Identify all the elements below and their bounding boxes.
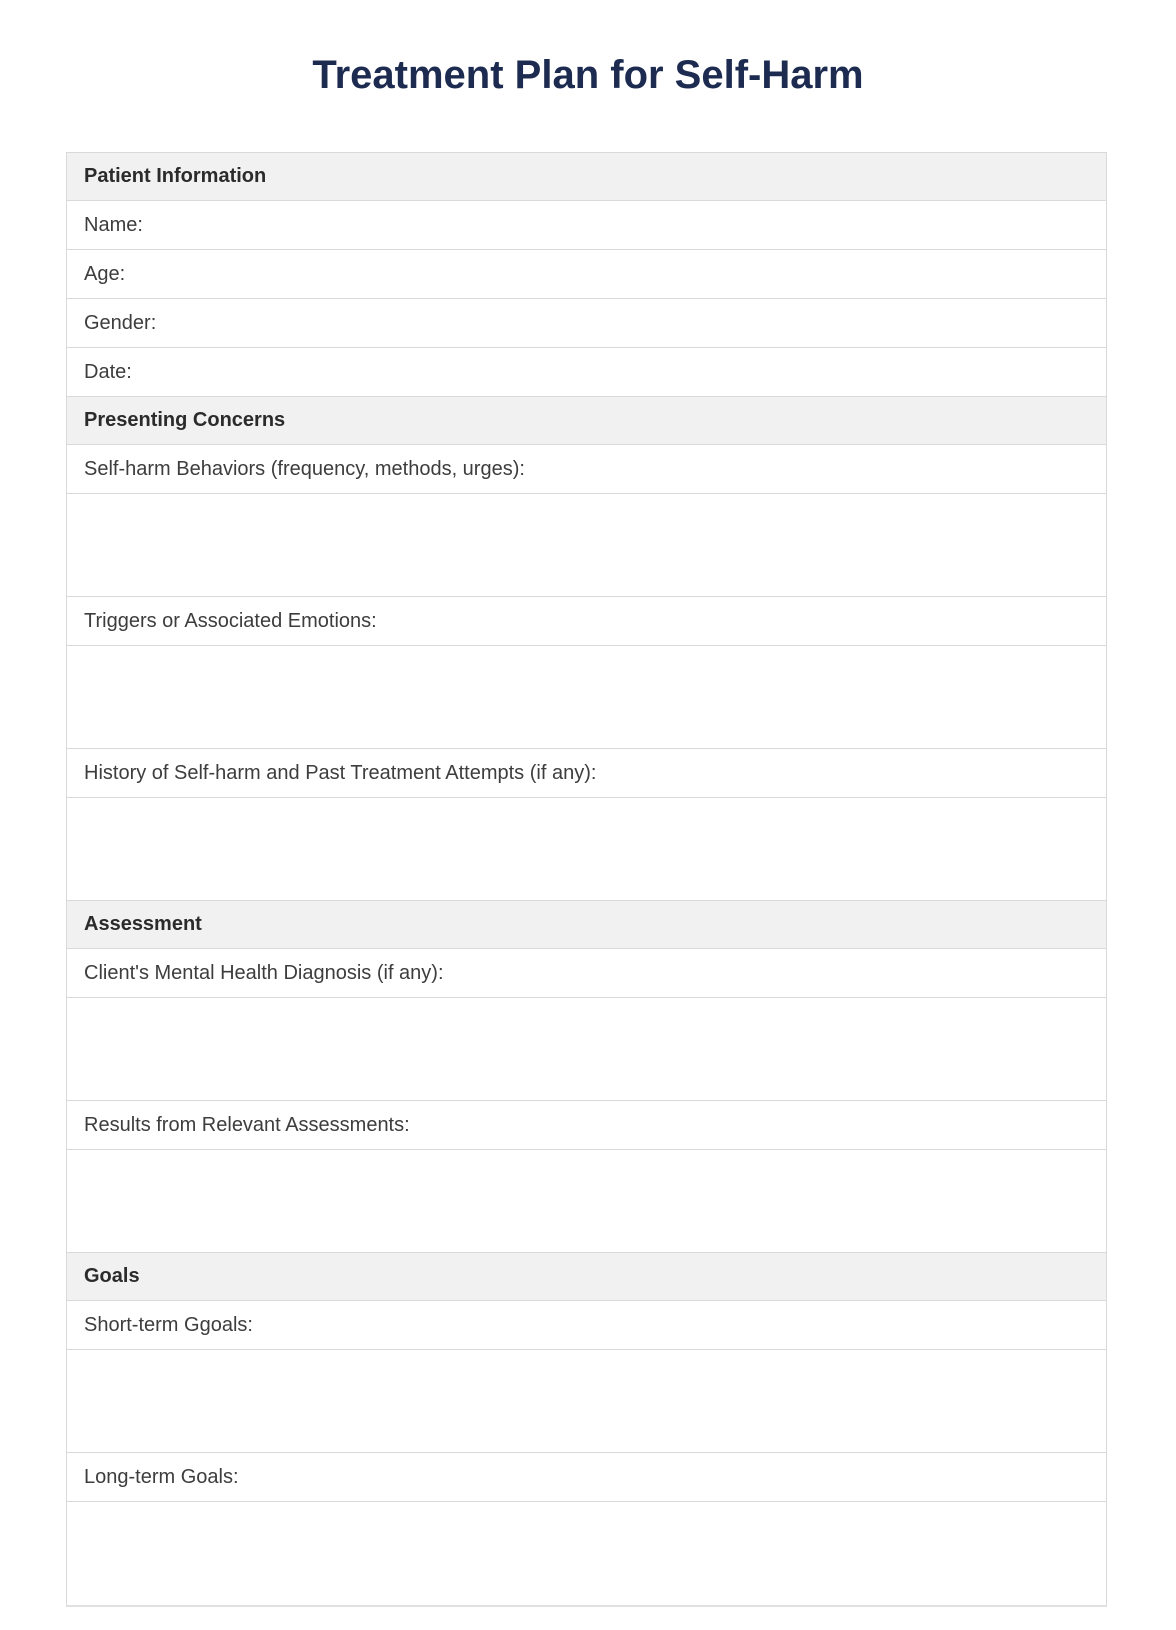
field-label-row[interactable] [67, 749, 1106, 798]
document-page [0, 52, 1176, 1607]
section-header [67, 397, 1106, 445]
field-answer-box[interactable] [67, 998, 1106, 1101]
field-label: Age: [84, 262, 126, 285]
section-header-label: Assessment [84, 913, 202, 935]
field-answer-box[interactable] [67, 798, 1106, 901]
field-label: Name: [84, 213, 143, 236]
field-label-row[interactable] [67, 445, 1106, 494]
field-label: Client's Mental Health Diagnosis (if any): [84, 961, 444, 984]
section-header-label: Presenting Concerns [84, 409, 286, 431]
field-label-row[interactable] [67, 348, 1106, 397]
section-header [67, 901, 1106, 949]
field-answer-box[interactable] [67, 494, 1106, 597]
field-label: Gender: [84, 311, 157, 334]
section-header [67, 1253, 1106, 1301]
field-answer-box[interactable] [67, 1502, 1106, 1605]
field-label-row[interactable] [67, 299, 1106, 348]
field-answer-box[interactable] [67, 646, 1106, 749]
field-label: Results from Relevant Assessments: [84, 1113, 410, 1136]
section-header-label: Patient Information [84, 165, 267, 187]
field-label: Triggers or Associated Emotions: [84, 609, 377, 632]
treatment-plan-form [66, 152, 1107, 1607]
field-label-row[interactable] [67, 1453, 1106, 1502]
field-label-row[interactable] [67, 1101, 1106, 1150]
field-label: Short-term Ggoals: [84, 1313, 253, 1336]
field-label: History of Self-harm and Past Treatment Attempts (if any): [84, 761, 597, 784]
section-header [67, 153, 1106, 201]
field-label-row[interactable] [67, 201, 1106, 250]
field-label: Date: [84, 360, 132, 383]
field-label: Self-harm Behaviors (frequency, methods, urges): [84, 457, 525, 480]
field-label-row[interactable] [67, 1301, 1106, 1350]
field-label: Long-term Goals: [84, 1465, 239, 1488]
field-label-row[interactable] [67, 597, 1106, 646]
page-title: Treatment Plan for Self-Harm [312, 53, 864, 97]
field-label-row[interactable] [67, 949, 1106, 998]
field-label-row[interactable] [67, 250, 1106, 299]
section-header-label: Goals [84, 1265, 140, 1287]
field-answer-box[interactable] [67, 1350, 1106, 1453]
field-answer-box[interactable] [67, 1150, 1106, 1253]
